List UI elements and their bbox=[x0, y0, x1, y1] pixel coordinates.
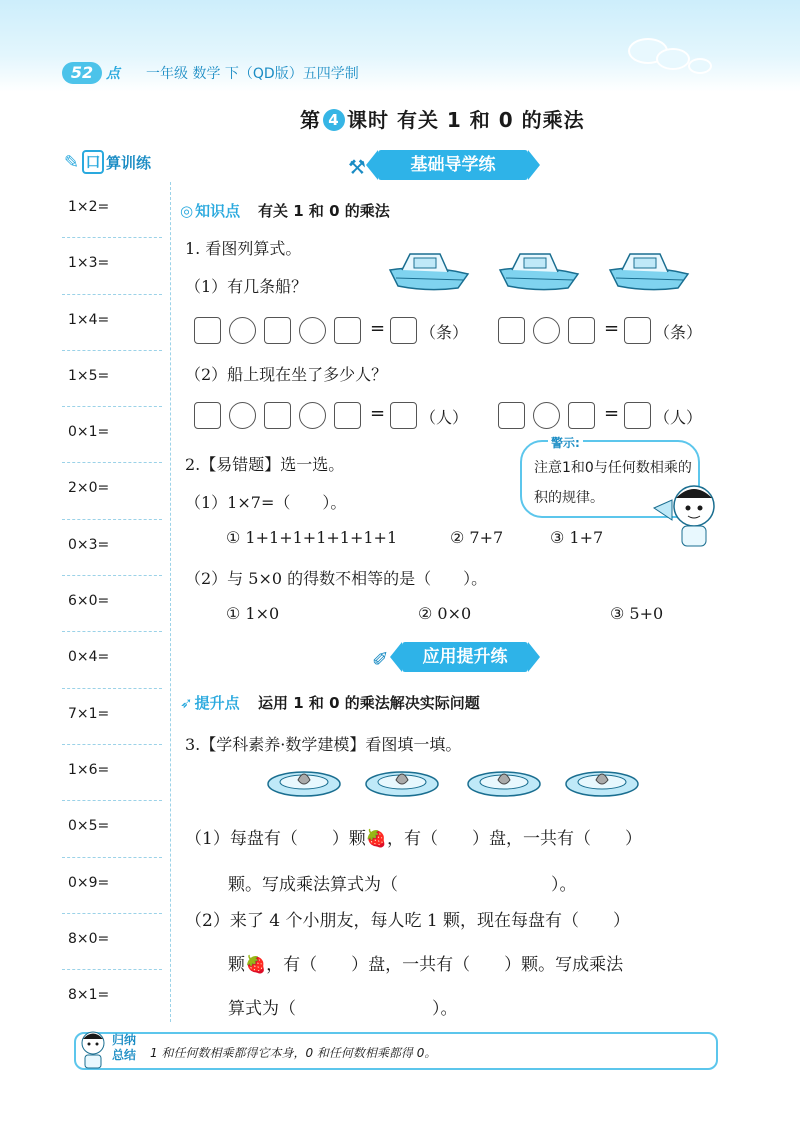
operator-circle[interactable] bbox=[299, 402, 326, 429]
child-illustration bbox=[78, 1030, 108, 1070]
oral-item[interactable]: 0×5= bbox=[62, 801, 162, 857]
knowledge-point-text: 有关 1 和 0 的乘法 bbox=[258, 202, 390, 220]
answer-box[interactable] bbox=[390, 402, 417, 429]
warning-label: 警示: bbox=[548, 434, 583, 451]
compass-icon: ⚒ bbox=[348, 155, 366, 179]
equals-sign: = bbox=[604, 318, 620, 339]
lesson-title: 第 4 课时 有关 1 和 0 的乘法 bbox=[300, 108, 585, 132]
oral-label: 算训练 bbox=[106, 154, 152, 172]
answer-box[interactable] bbox=[568, 402, 595, 429]
boat-image bbox=[388, 244, 470, 292]
answer-box[interactable] bbox=[624, 402, 651, 429]
operator-circle[interactable] bbox=[533, 317, 560, 344]
oral-item[interactable]: 7×1= bbox=[62, 689, 162, 745]
summary-tag: 归纳总结 bbox=[112, 1033, 137, 1062]
answer-box[interactable] bbox=[624, 317, 651, 344]
answer-box[interactable] bbox=[568, 317, 595, 344]
page-header bbox=[0, 0, 800, 92]
answer-box[interactable] bbox=[264, 317, 291, 344]
option[interactable]: ① 1×0 bbox=[226, 604, 280, 623]
equals-sign: = bbox=[370, 403, 386, 424]
question-1-sub1: （1）有几条船？ bbox=[185, 277, 308, 296]
oral-item[interactable]: 2×0= bbox=[62, 463, 162, 519]
oral-item[interactable]: 6×0= bbox=[62, 576, 162, 632]
oral-item[interactable]: 1×6= bbox=[62, 745, 162, 801]
question-2-stem: 2.【易错题】选一选。 bbox=[185, 455, 345, 474]
answer-box[interactable] bbox=[498, 402, 525, 429]
option[interactable]: ② 0×0 bbox=[418, 604, 472, 623]
improve-point-text: 运用 1 和 0 的乘法解决实际问题 bbox=[258, 694, 480, 712]
operator-circle[interactable] bbox=[299, 317, 326, 344]
oral-item[interactable]: 1×2= bbox=[62, 182, 162, 238]
operator-circle[interactable] bbox=[533, 402, 560, 429]
option[interactable]: ③ 1+7 bbox=[550, 528, 604, 547]
plate-with-strawberry bbox=[466, 766, 542, 798]
series-title: 一年级 数学 下（QD版）五四学制 bbox=[146, 66, 359, 82]
oral-box-char: 口 bbox=[82, 150, 104, 174]
oral-item[interactable]: 0×9= bbox=[62, 858, 162, 914]
question-3-line2: 颗。写成乘法算式为（ ）。 bbox=[228, 875, 577, 895]
section-banner-basic: ⚒ 基础导学练 bbox=[378, 150, 528, 180]
plate-with-strawberry bbox=[266, 766, 342, 798]
unit-boats: （条） bbox=[420, 323, 469, 342]
ruler-icon: ✐ bbox=[372, 647, 389, 671]
question-1-stem: 1. 看图列算式。 bbox=[185, 239, 302, 258]
option[interactable]: ③ 5+0 bbox=[610, 604, 664, 623]
cloud-decoration bbox=[656, 48, 690, 70]
improve-point-label: ➶ 提升点 bbox=[180, 694, 240, 712]
option[interactable]: ② 7+7 bbox=[450, 528, 504, 547]
plate-with-strawberry bbox=[564, 766, 640, 798]
unit-people: （人） bbox=[654, 408, 703, 427]
equals-sign: = bbox=[370, 318, 386, 339]
question-3-line3: （2）来了 4 个小朋友，每人吃 1 颗，现在每盘有（ ） bbox=[185, 911, 631, 931]
oral-practice-list bbox=[62, 182, 162, 1026]
unit-boats: （条） bbox=[654, 323, 703, 342]
option[interactable]: ① 1+1+1+1+1+1+1 bbox=[226, 528, 398, 547]
column-divider bbox=[170, 182, 171, 1022]
answer-box[interactable] bbox=[334, 402, 361, 429]
question-2-sub1: （1）1×7=（ ）。 bbox=[185, 493, 347, 512]
plate-with-strawberry bbox=[364, 766, 440, 798]
equals-sign: = bbox=[604, 403, 620, 424]
oral-item[interactable]: 0×4= bbox=[62, 632, 162, 688]
oral-item[interactable]: 8×1= bbox=[68, 987, 110, 1004]
warning-text: 注意1和0与任何数相乘的积的规律。 bbox=[534, 460, 692, 506]
knowledge-point-label: ◎ 知识点 bbox=[180, 202, 241, 220]
operator-circle[interactable] bbox=[229, 402, 256, 429]
question-3-stem: 3.【学科素养·数学建模】看图填一填。 bbox=[185, 735, 462, 754]
answer-box[interactable] bbox=[194, 402, 221, 429]
oral-practice-header bbox=[62, 148, 170, 178]
question-3-line5: 算式为（ ）。 bbox=[228, 999, 458, 1019]
question-3-line1: （1）每盘有（ ）颗🍓，有（ ）盘，一共有（ ） bbox=[185, 829, 642, 849]
oral-item[interactable]: 0×1= bbox=[62, 407, 162, 463]
page-number: 52 bbox=[62, 62, 102, 84]
section-banner-applied: ✐ 应用提升练 bbox=[402, 642, 528, 672]
unit-people: （人） bbox=[420, 408, 469, 427]
cloud-decoration bbox=[688, 58, 712, 74]
oral-item[interactable]: 0×3= bbox=[62, 520, 162, 576]
answer-box[interactable] bbox=[390, 317, 417, 344]
boat-image bbox=[498, 244, 580, 292]
target-icon: ◎ bbox=[180, 202, 194, 220]
summary-text: 1 和任何数相乘都得它本身，0 和任何数相乘都得 0。 bbox=[150, 1046, 437, 1060]
answer-box[interactable] bbox=[264, 402, 291, 429]
operator-circle[interactable] bbox=[229, 317, 256, 344]
answer-box[interactable] bbox=[498, 317, 525, 344]
oral-item[interactable]: 8×0= bbox=[62, 914, 162, 970]
answer-box[interactable] bbox=[194, 317, 221, 344]
question-3-line4: 颗🍓，有（ ）盘，一共有（ ）颗。写成乘法 bbox=[228, 955, 624, 975]
brand-logo: 点 bbox=[106, 66, 120, 82]
question-2-sub2: （2）与 5×0 的得数不相等的是（ ）。 bbox=[185, 569, 488, 588]
pencil-icon: ✎ bbox=[64, 152, 80, 173]
child-megaphone-illustration bbox=[650, 480, 720, 550]
oral-item[interactable]: 1×3= bbox=[62, 238, 162, 294]
question-1-sub2: （2）船上现在坐了多少人？ bbox=[185, 365, 388, 384]
oral-item[interactable]: 1×5= bbox=[62, 351, 162, 407]
boat-image bbox=[608, 244, 690, 292]
answer-box[interactable] bbox=[334, 317, 361, 344]
lesson-number-badge: 4 bbox=[323, 109, 345, 131]
oral-item[interactable]: 1×4= bbox=[62, 295, 162, 351]
rocket-icon: ➶ bbox=[180, 694, 193, 712]
